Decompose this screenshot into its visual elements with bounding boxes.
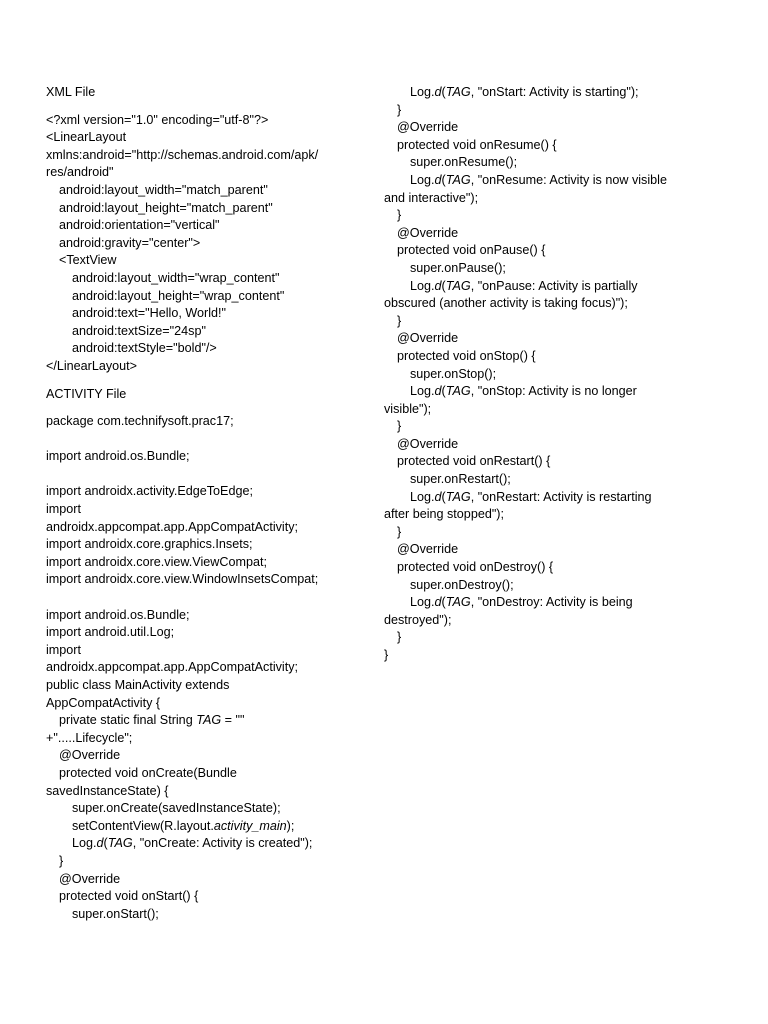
import-line: androidx.appcompat.app.AppCompatActivity; [46,519,299,534]
override-annotation: @Override [397,436,459,451]
closing-brace: } [397,313,402,328]
log-line-ondestroy [384,594,714,612]
log-method: d [434,85,442,99]
class-declaration-line: AppCompatActivity { [46,695,161,710]
tag-identifier: TAG [107,836,133,851]
override-annotation: @Override [397,225,459,240]
code-text: , "onPause: Activity is partially [470,278,638,293]
tag-declaration-line: +".....Lifecycle"; [46,730,133,745]
xml-line: android:layout_width="match_parent" [59,182,268,197]
import-line: androidx.appcompat.app.AppCompatActivity; [46,660,299,675]
method-signature-oncreate: savedInstanceState) { [46,783,169,798]
super-call-line: super.onResume(); [410,155,518,170]
code-text: ( [441,278,446,293]
log-line-onrestart [384,489,714,507]
closing-brace: } [397,419,402,434]
tag-identifier: TAG [445,595,471,610]
super-call-line: super.onRestart(); [410,472,511,487]
method-signature-onpause: protected void onPause() { [397,243,546,258]
code-text: , "onDestroy: Activity is being [470,595,633,610]
code-text: Log. [410,384,435,399]
import-line: import android.os.Bundle; [46,607,190,622]
code-text: Log. [410,85,435,99]
override-annotation: @Override [59,748,121,763]
code-text: , "onRestart: Activity is restarting [470,489,652,504]
tag-identifier: TAG [445,489,471,504]
activity-file-heading: ACTIVITY File [46,386,127,401]
import-line: import android.util.Log; [46,625,175,640]
code-text: , "onResume: Activity is now visible [470,172,667,187]
import-line: import androidx.core.view.WindowInsetsCompat; [46,572,319,587]
log-line-oncreate [46,835,364,853]
tag-identifier: TAG [196,713,222,728]
tag-identifier: TAG [445,85,471,99]
code-text: ( [441,384,446,399]
log-method: d [434,172,442,187]
super-call-line: super.onStart(); [72,906,159,921]
log-line-onpause [384,278,714,296]
log-line-onstop: visible"); [384,401,432,416]
closing-brace: } [397,208,402,223]
log-line-onpause: obscured (another activity is taking focus)"); [384,296,628,311]
import-line: import androidx.activity.EdgeToEdge; [46,484,253,499]
code-text: , "onStart: Activity is starting"); [470,85,639,99]
code-text: , "onStop: Activity is no longer [470,384,637,399]
override-annotation: @Override [59,871,121,886]
code-text: ( [441,489,446,504]
tag-declaration-line [46,712,364,730]
code-text: Log. [410,489,435,504]
package-line: package com.technifysoft.prac17; [46,414,234,429]
code-text: = "" [221,713,245,728]
import-line: import [46,502,81,517]
override-annotation: @Override [397,331,459,346]
method-signature-onrestart: protected void onRestart() { [397,454,551,469]
import-line: import [46,642,81,657]
log-line-onrestart: after being stopped"); [384,507,504,522]
import-line: import android.os.Bundle; [46,449,190,464]
super-call-line: super.onPause(); [410,260,506,275]
layout-identifier: activity_main [213,818,287,833]
closing-brace: } [397,102,402,117]
log-line-ondestroy: destroyed"); [384,612,452,627]
method-signature-ondestroy: protected void onDestroy() { [397,560,554,575]
log-method: d [434,384,442,399]
log-line-onresume: and interactive"); [384,190,479,205]
set-content-view-line [46,818,364,836]
xml-line: android:text="Hello, World!" [72,306,226,321]
code-text: Log. [410,278,435,293]
super-call-line: super.onCreate(savedInstanceState); [72,801,281,816]
code-text: Log. [72,836,97,851]
xml-line: <TextView [59,253,117,268]
import-line: import androidx.core.graphics.Insets; [46,537,253,552]
log-line-onresume [384,172,714,190]
xml-line: <?xml version="1.0" encoding="utf-8"?> [46,112,269,127]
log-line-onstop [384,383,714,401]
method-signature-onstart: protected void onStart() { [59,889,199,904]
super-call-line: super.onStop(); [410,366,497,381]
closing-brace: } [59,853,64,868]
code-text: ); [286,818,295,833]
method-signature-onstop: protected void onStop() { [397,348,536,363]
class-closing-brace: } [384,648,389,662]
code-text: ( [103,836,108,851]
method-signature-onresume: protected void onResume() { [397,137,557,152]
xml-line: android:orientation="vertical" [59,218,220,233]
code-text: setContentView(R.layout. [72,818,214,833]
log-method: d [434,278,442,293]
left-column [46,84,364,923]
xml-line: <LinearLayout [46,130,127,145]
method-signature-oncreate: protected void onCreate(Bundle [59,765,237,780]
xml-line: res/android" [46,165,114,180]
super-call-line: super.onDestroy(); [410,577,514,592]
log-method: d [434,489,442,504]
xml-line: android:textStyle="bold"/> [72,341,217,356]
override-annotation: @Override [397,542,459,557]
tag-identifier: TAG [445,278,471,293]
log-line-onstart [384,84,714,102]
code-text: private static final String [59,713,197,728]
closing-brace: } [397,630,402,645]
class-declaration-line: public class MainActivity extends [46,678,230,692]
xml-line: xmlns:android="http://schemas.android.com/apk/ [46,147,319,162]
xml-file-heading: XML File [46,85,96,99]
xml-line: android:layout_height="wrap_content" [72,288,285,303]
code-text: Log. [410,595,435,610]
tag-identifier: TAG [445,172,471,187]
import-line: import androidx.core.view.ViewCompat; [46,554,267,569]
code-text: ( [441,595,446,610]
closing-brace: } [397,524,402,539]
code-text: Log. [410,172,435,187]
xml-line: android:layout_height="match_parent" [59,200,273,215]
xml-line: android:textSize="24sp" [72,323,206,338]
log-method: d [96,836,104,851]
code-text: ( [441,85,446,99]
right-column [384,84,714,665]
xml-line: android:layout_width="wrap_content" [72,270,280,285]
tag-identifier: TAG [445,384,471,399]
log-method: d [434,595,442,610]
xml-line: android:gravity="center"> [59,235,201,250]
override-annotation: @Override [397,120,459,135]
xml-line: </LinearLayout> [46,358,138,373]
code-text: , "onCreate: Activity is created"); [132,836,313,851]
code-text: ( [441,172,446,187]
